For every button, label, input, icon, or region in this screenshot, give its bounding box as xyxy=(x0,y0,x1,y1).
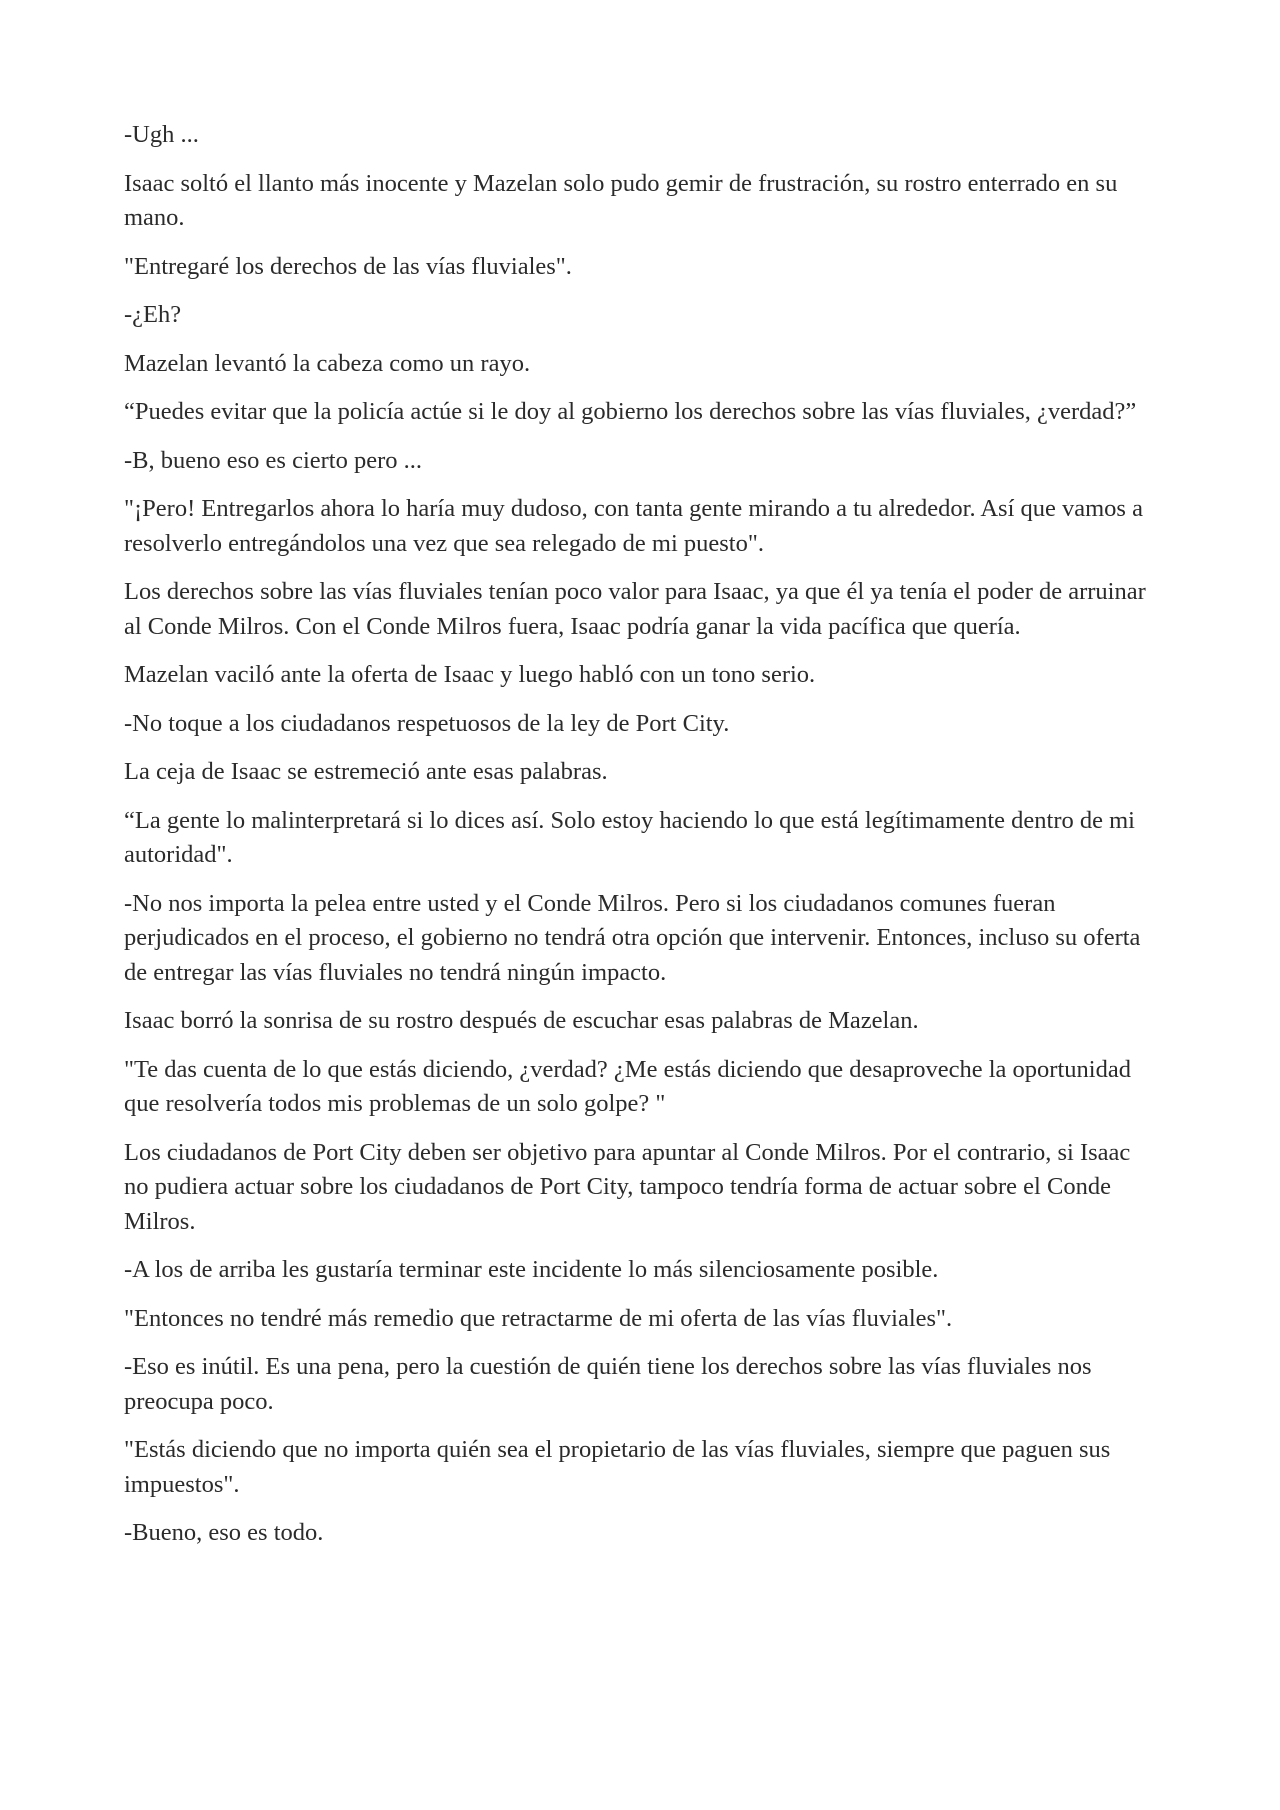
paragraph: “Puedes evitar que la policía actúe si le doy al gobierno los derechos sobre las vías fluviales, ¿verdad?” xyxy=(124,398,1137,425)
paragraph: -Ugh ... xyxy=(124,121,199,148)
paragraph: Mazelan vaciló ante la oferta de Isaac y luego habló con un tono serio. xyxy=(124,661,816,688)
paragraph: -¿Eh? xyxy=(124,301,182,328)
paragraph: "Entregaré los derechos de las vías fluviales". xyxy=(124,252,572,280)
paragraph: Los derechos sobre las vías fluviales tenían poco valor para Isaac, ya que él ya tenía el poder de arruinar al Conde Milros. Con el Conde Milros fuera, Isaac podría ganar la vida pacífica que quería. xyxy=(124,578,1146,640)
paragraph: -Bueno, eso es todo. xyxy=(124,1519,324,1546)
paragraph: Los ciudadanos de Port City deben ser objetivo para apuntar al Conde Milros. Por el contrario, si Isaac no pudiera actuar sobre los ciudadanos de Port City, tampoco tendría forma de actuar sobre el Conde Milros. xyxy=(124,1138,1131,1235)
paragraph: -No nos importa la pelea entre usted y el Conde Milros. Pero si los ciudadanos comunes fueran perjudicados en el proceso, el gobierno no tendrá otra opción que intervenir. Entonces, incluso su oferta de entregar las vías fluviales no tendrá ningún impacto. xyxy=(124,889,1141,986)
paragraph: La ceja de Isaac se estremeció ante esas palabras. xyxy=(124,758,608,785)
paragraph: “La gente lo malinterpretará si lo dices así. Solo estoy haciendo lo que está legítimamente dentro de mi autoridad". xyxy=(124,806,1135,868)
paragraph: -No toque a los ciudadanos respetuosos de la ley de Port City. xyxy=(124,709,730,737)
paragraph: Mazelan levantó la cabeza como un rayo. xyxy=(124,349,531,377)
paragraph: "¡Pero! Entregarlos ahora lo haría muy dudoso, con tanta gente mirando a tu alrededor. Así que vamos a resolverlo entregándolos una vez que sea relegado de mi puesto". xyxy=(124,495,1143,557)
paragraph: -A los de arriba les gustaría terminar este incidente lo más silenciosamente posible. xyxy=(124,1256,939,1283)
paragraph: "Te das cuenta de lo que estás diciendo, ¿verdad? ¿Me estás diciendo que desaproveche la oportunidad que resolvería todos mis problemas de un solo golpe? " xyxy=(124,1055,1131,1117)
paragraph: Isaac soltó el llanto más inocente y Mazelan solo pudo gemir de frustración, su rostro enterrado en su mano. xyxy=(124,169,1118,231)
paragraph: "Estás diciendo que no importa quién sea el propietario de las vías fluviales, siempre que paguen sus impuestos". xyxy=(124,1436,1111,1498)
paragraph: -Eso es inútil. Es una pena, pero la cuestión de quién tiene los derechos sobre las vías fluviales nos preocupa poco. xyxy=(124,1353,1092,1415)
document-body xyxy=(124,118,1160,1551)
paragraph: "Entonces no tendré más remedio que retractarme de mi oferta de las vías fluviales". xyxy=(124,1304,953,1332)
paragraph: -B, bueno eso es cierto pero ... xyxy=(124,446,422,474)
paragraph: Isaac borró la sonrisa de su rostro después de escuchar esas palabras de Mazelan. xyxy=(124,1007,919,1034)
